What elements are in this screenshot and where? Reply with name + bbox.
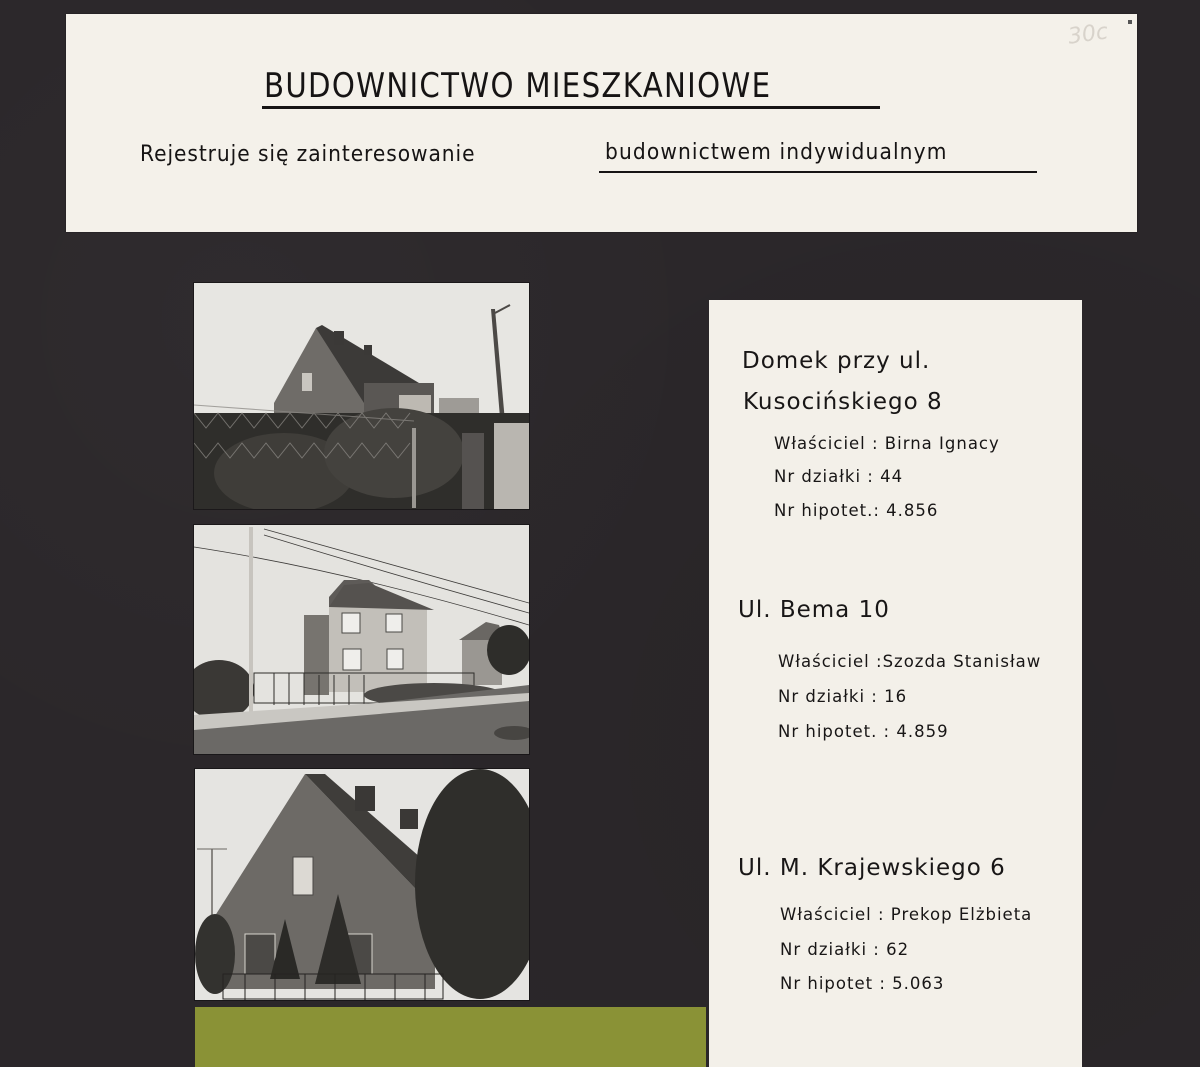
subtitle-lead: Rejestruje się zainteresowanie: [140, 142, 476, 167]
corner-mark: [1128, 20, 1132, 24]
page-title: BUDOWNICTWO MIESZKANIOWE: [264, 66, 772, 106]
photo-house-krajewskiego: [195, 769, 529, 1000]
entry-2-owner: Właściciel :Szozda Stanisław: [778, 652, 1042, 671]
header-card: [66, 14, 1137, 232]
entry-1-title-line1: Domek przy ul.: [742, 348, 931, 374]
green-paper-strip: [195, 1007, 706, 1067]
photo-house-kusocinskiego: [194, 283, 529, 509]
entry-1-mortgage-number: Nr hipotet.: 4.856: [774, 501, 939, 520]
property-info-card: [709, 300, 1082, 1067]
title-underline: [262, 106, 880, 109]
photo-house-bema: [194, 525, 529, 754]
subtitle-emphasis: budownictwem indywidualnym: [605, 140, 948, 165]
entry-3-mortgage-number: Nr hipotet : 5.063: [780, 974, 945, 993]
entry-3-owner: Właściciel : Prekop Elżbieta: [780, 905, 1033, 924]
entry-1-owner: Właściciel : Birna Ignacy: [774, 434, 1000, 453]
handwritten-page-number: 30c: [1066, 19, 1110, 50]
entry-3-plot-number: Nr działki : 62: [780, 940, 910, 959]
entry-3-title: Ul. M. Krajewskiego 6: [738, 855, 1006, 881]
entry-1-title-line2: Kusocińskiego 8: [743, 389, 943, 415]
entry-1-plot-number: Nr działki : 44: [774, 467, 904, 486]
entry-2-plot-number: Nr działki : 16: [778, 687, 908, 706]
entry-2-title: Ul. Bema 10: [738, 597, 890, 623]
subtitle-underline: [599, 171, 1037, 173]
entry-2-mortgage-number: Nr hipotet. : 4.859: [778, 722, 949, 741]
